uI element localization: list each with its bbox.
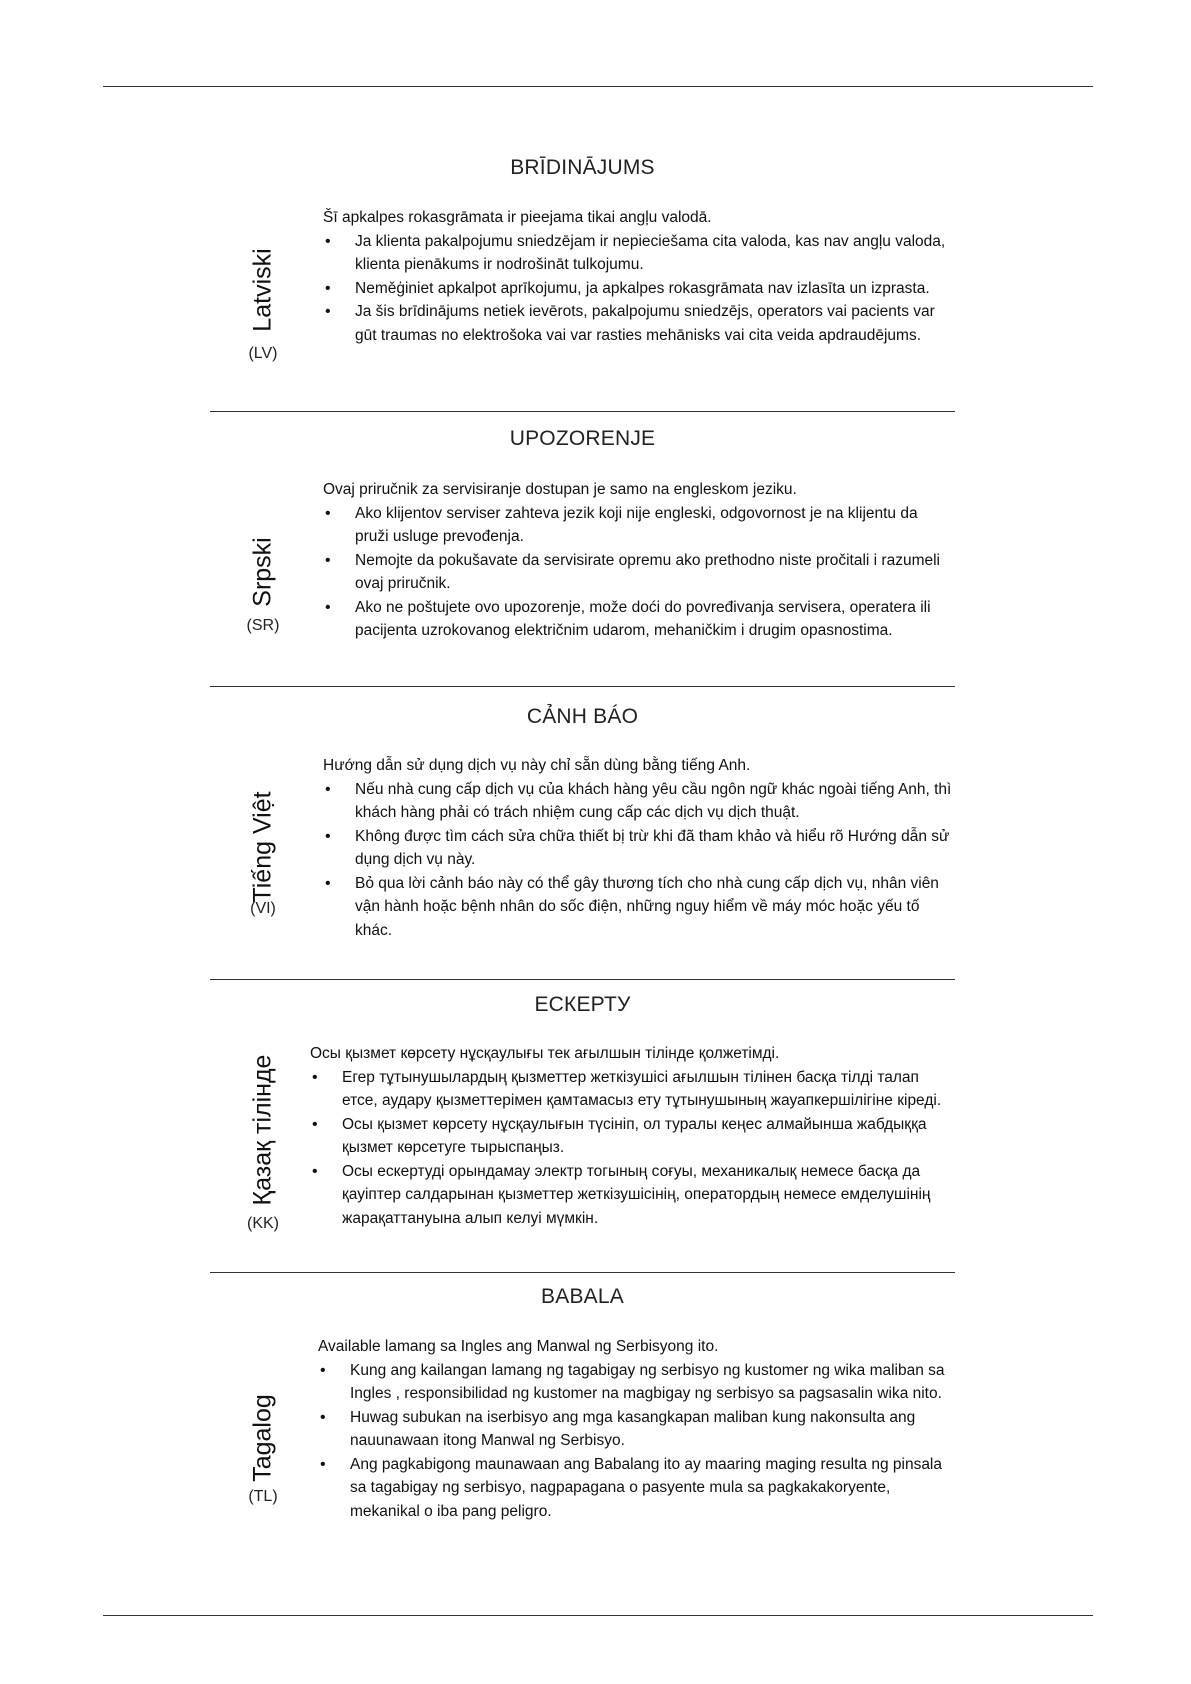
language-code: (KK) [247, 1215, 279, 1232]
warning-list-item: • Kung ang kailangan lamang ng tagabigay ng serbisyo ng kustomer ng wika maliban sa Ingles , responsibilidad ng kustomer na magbigay ng serbisyo sa pagsasalin wika nito. [318, 1359, 955, 1406]
language-label-column [240, 412, 286, 687]
warning-section-kk [210, 980, 955, 1273]
warning-list-item: • Осы ескертуді орындамау электр тогының соғуы, механикалық немесе басқа да қауіптер салдарынан қызметтер жеткізушісінің, оператордың немесе емделушінің жарақаттануына алып келуі мүмкін. [310, 1160, 955, 1231]
language-code: (VI) [250, 900, 276, 917]
bottom-rule [103, 1615, 1093, 1616]
language-label-column [240, 687, 286, 980]
warning-list [323, 502, 955, 643]
warning-list-item: • Ako klijentov serviser zahteva jezik koji nije engleski, odgovornost je na klijentu da pruži usluge prevođenja. [323, 502, 955, 549]
warning-heading: CẢNH BÁO [526, 705, 639, 728]
language-label-column [240, 1273, 286, 1573]
warning-intro: Ovaj priručnik za servisiranje dostupan je samo na engleskom jeziku. [323, 481, 797, 498]
warning-section-vi [210, 687, 955, 980]
warning-list-item: • Neměģiniet apkalpot aprīkojumu, ja apkalpes rokasgrāmata nav izlasīta un izprasta. [323, 277, 955, 301]
warning-list-item: • Bỏ qua lời cảnh báo này có thể gây thương tích cho nhà cung cấp dịch vụ, nhân viên vận hành hoặc bệnh nhân do sốc điện, những nguy hiểm về máy móc hoặc yếu tố khác. [323, 872, 955, 943]
warning-heading: ЕСКЕРТУ [534, 993, 631, 1016]
warning-list-item: • Nếu nhà cung cấp dịch vụ của khách hàng yêu cầu ngôn ngữ khác ngoài tiếng Anh, thì khách hàng phải có trách nhiệm cung cấp các dịch vụ dịch thuật. [323, 778, 955, 825]
warning-list [323, 778, 955, 943]
warning-list-item: • Осы қызмет көрсету нұсқаулығын түсініп, ол туралы кеңес алмайынша жабдыққа қызмет көрсетуге тырыспаңыз. [310, 1113, 955, 1160]
language-code: (TL) [248, 1488, 278, 1505]
warning-body [323, 478, 955, 643]
warning-list-item: • Nemojte da pokušavate da servisirate opremu ako prethodno niste pročitali i razumeli ovaj priručnik. [323, 549, 955, 596]
warning-body [310, 1042, 955, 1230]
warning-intro: Hướng dẫn sử dụng dịch vụ này chỉ sẵn dùng bằng tiếng Anh. [323, 757, 751, 774]
language-code: (SR) [246, 617, 280, 634]
warning-list-item: • Егер тұтынушылардың қызметтер жеткізушісі ағылшын тілінен басқа тілді талап етсе, аудару қызметтерімен қамтамасыз ету тұтынушының жауапкершілігіне кіреді. [310, 1066, 955, 1113]
warning-list-item: • Ja šis brīdinājums netiek ievērots, pakalpojumu sniedzējs, operators vai pacients var gūt traumas no elektrošoka vai var rasties mehānisks vai cita veida apdraudējums. [323, 300, 955, 347]
warning-list-item: • Huwag subukan na iserbisyo ang mga kasangkapan maliban kung nakonsulta ang nauunawaan itong Manwal ng Serbisyo. [318, 1406, 955, 1453]
language-label-column [240, 140, 286, 412]
top-rule [103, 86, 1093, 87]
warning-section-tl [210, 1273, 955, 1573]
language-name: Latviski [248, 248, 277, 332]
warning-list-item: • Ja klienta pakalpojumu sniedzējam ir nepieciešama cita valoda, kas nav angļu valoda, klienta pienākums ir nodrošināt tulkojumu. [323, 230, 955, 277]
warning-body [323, 754, 955, 942]
language-label-column [240, 980, 286, 1273]
warning-list-item: • Ako ne poštujete ovo upozorenje, može doći do povređivanja servisera, operatera ili pacijenta uzrokovanog električnim udarom, mehaničkim i drugim opasnostima. [323, 596, 955, 643]
warning-list [310, 1066, 955, 1231]
warning-list [323, 230, 955, 348]
warning-intro: Осы қызмет көрсету нұсқаулығы тек ағылшын тілінде қолжетімді. [310, 1045, 780, 1062]
language-name: Srpski [248, 537, 277, 607]
language-name: Tiếng Việt [248, 791, 277, 903]
warning-heading: BABALA [541, 1285, 624, 1308]
language-name: Қазақ тілінде [248, 1054, 277, 1206]
warning-list-item: • Ang pagkabigong maunawaan ang Babalang ito ay maaring maging resulta ng pinsala sa tagabigay ng serbisyo, nagpapagana o pasyente mula sa pagkakakoryente, mekanikal o iba pang peligro. [318, 1453, 955, 1524]
warning-intro: Šī apkalpes rokasgrāmata ir pieejama tikai angļu valodā. [323, 209, 712, 226]
warning-section-lv [210, 140, 955, 412]
warning-intro: Available lamang sa Ingles ang Manwal ng Serbisyong ito. [318, 1338, 719, 1355]
warning-body [323, 206, 955, 347]
warning-list [318, 1359, 955, 1524]
warning-body [318, 1335, 955, 1523]
language-code: (LV) [248, 345, 278, 362]
language-name: Tagalog [248, 1394, 277, 1482]
warning-section-sr [210, 412, 955, 687]
warning-list-item: • Không được tìm cách sửa chữa thiết bị trừ khi đã tham khảo và hiểu rõ Hướng dẫn sử dụng dịch vụ này. [323, 825, 955, 872]
warning-heading: BRĪDINĀJUMS [510, 156, 655, 179]
warning-heading: UPOZORENJE [509, 427, 656, 450]
